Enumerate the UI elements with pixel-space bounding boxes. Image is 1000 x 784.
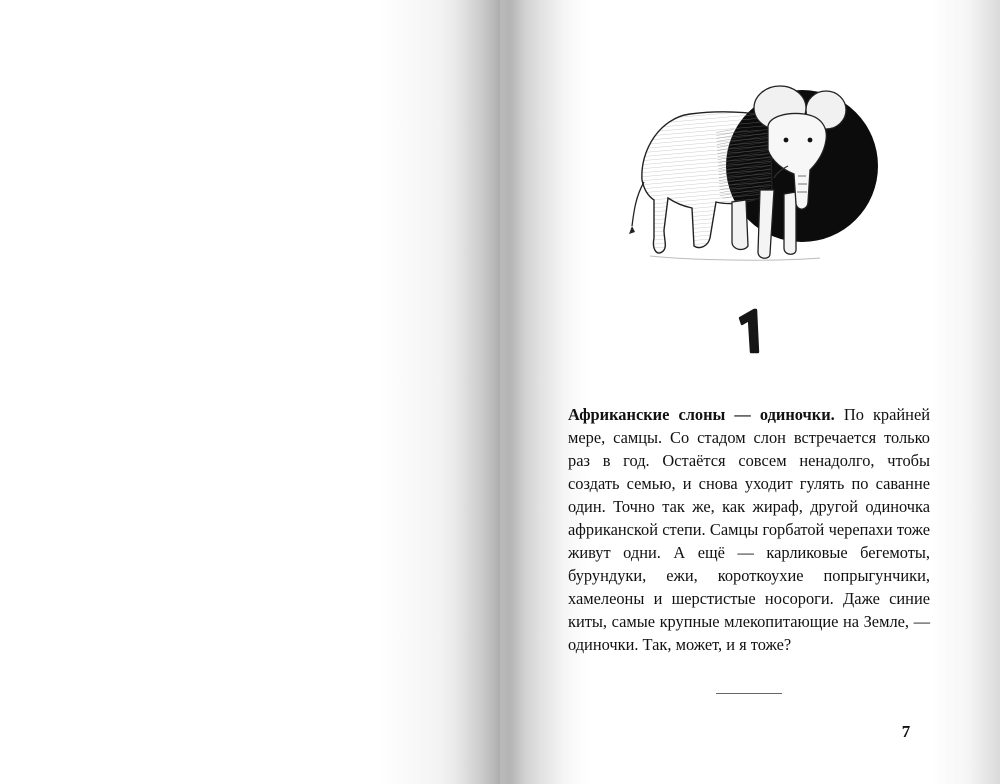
elephant-leg [758,190,774,258]
book-gutter-shadow [455,0,565,784]
elephant-eye [784,138,789,143]
elephant-eye [808,138,813,143]
elephant-leg [784,192,796,254]
elephant-leg [732,200,748,249]
page-edge-shadow [966,0,1000,784]
paragraph-lead-bold: Африканские слоны — одиночки. [568,405,835,424]
elephant-with-moon-illustration [620,70,890,270]
paragraph-body: По крайней мере, самцы. Со стадом слон встречается только раз в год. Остаётся совсем ненадолго, чтобы создать семью, и снова уходит гулять по саванне один. Точно так же, как жираф, другой одиночка африканской степи. Самцы горбатой черепахи тоже живут одни. А ещё — карликовые бегемоты, бурундуки, ежи, короткоухие попрыгунчики, хамелеоны и шерстистые носороги. Даже синие киты, самые крупные млекопитающие на Земле, — одиночки. Так, может, и я тоже? [568,405,930,654]
chapter-number-glyph [700,300,800,360]
page-number: 7 [901,722,911,741]
elephant-tail [632,182,644,226]
chapter-number [700,300,800,360]
svg-text:1: 1 [700,300,701,301]
section-divider [716,693,782,694]
chapter-paragraph [568,403,930,656]
